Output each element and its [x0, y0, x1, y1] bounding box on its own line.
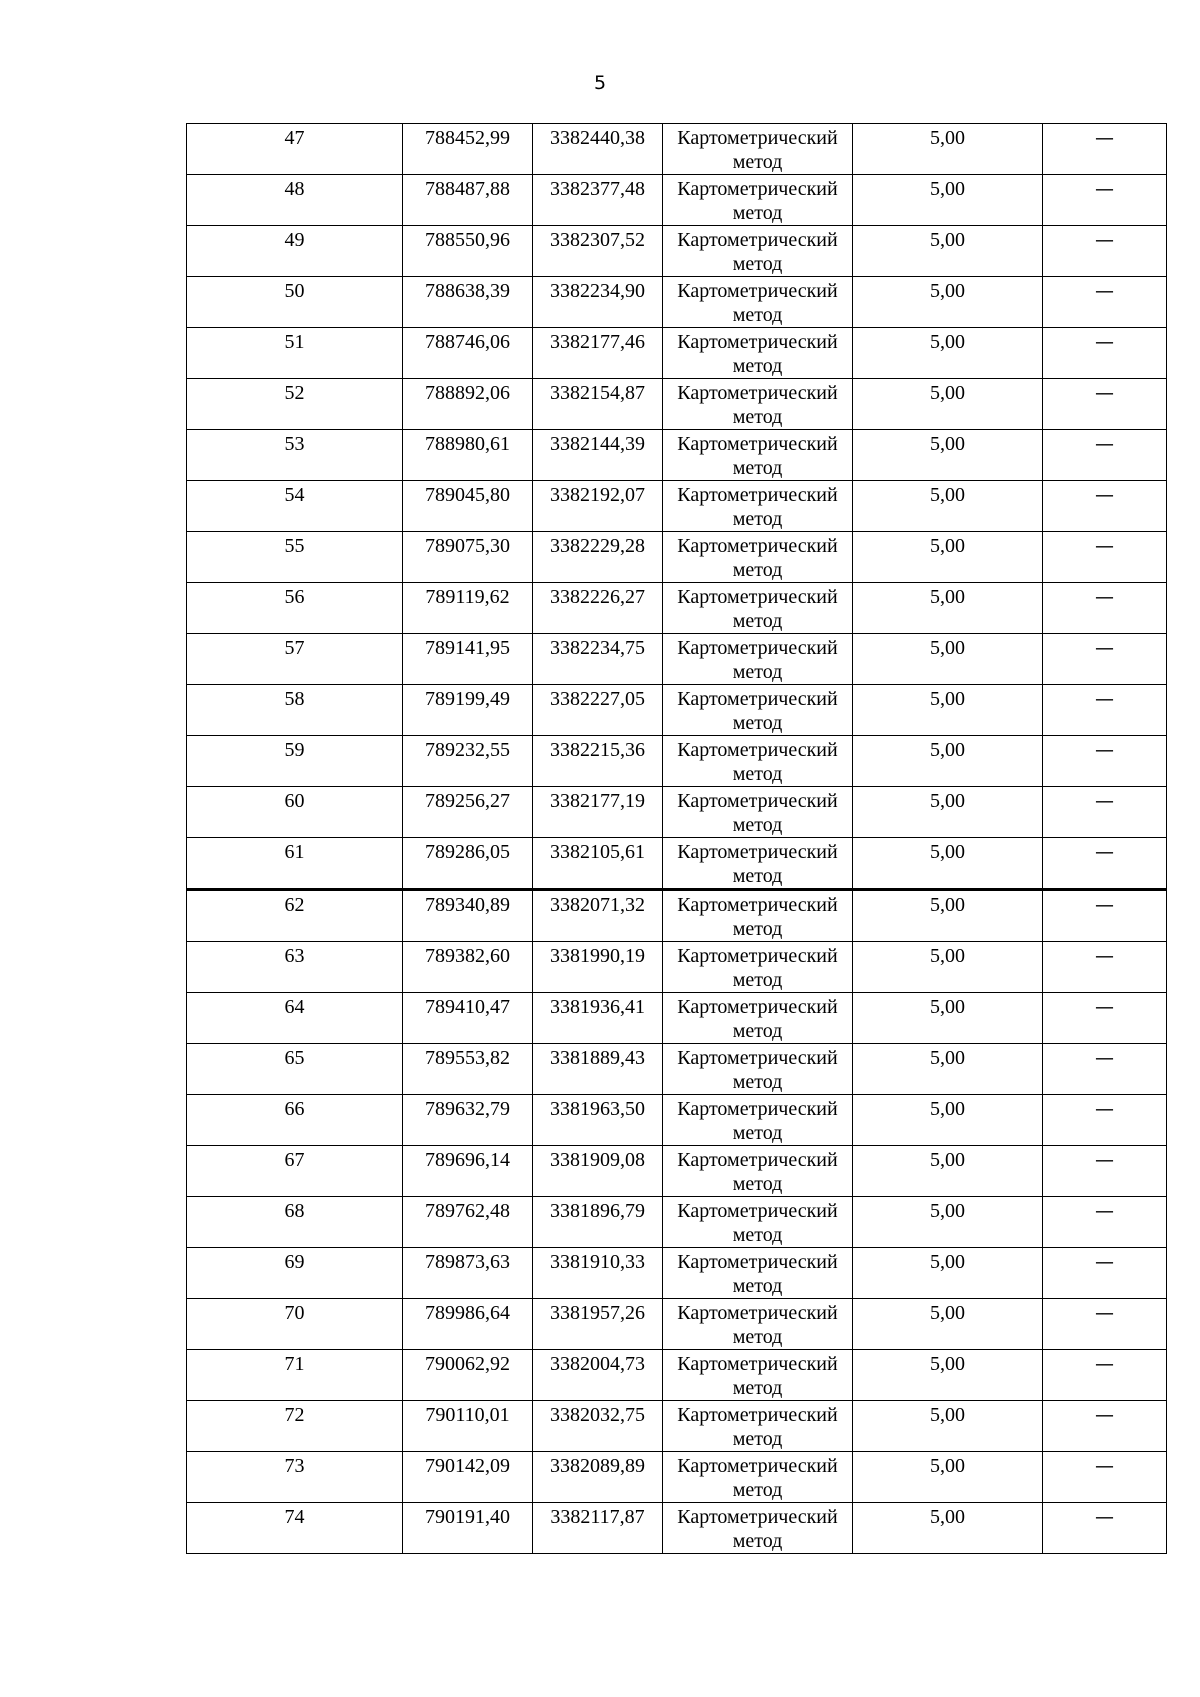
method-cell: [663, 942, 853, 993]
x-coordinate-cell: 789873,63: [403, 1248, 533, 1299]
dash-cell: —: [1043, 787, 1167, 838]
x-coordinate-cell: 789410,47: [403, 993, 533, 1044]
accuracy-cell: 5,00: [853, 1503, 1043, 1554]
x-coordinate-cell: 790110,01: [403, 1401, 533, 1452]
x-coordinate-cell: 789141,95: [403, 634, 533, 685]
point-number-cell: 60: [187, 787, 403, 838]
method-cell: [663, 1452, 853, 1503]
accuracy-cell: 5,00: [853, 226, 1043, 277]
point-number-cell: 53: [187, 430, 403, 481]
dash-cell: —: [1043, 1146, 1167, 1197]
point-number-cell: 55: [187, 532, 403, 583]
dash-cell: —: [1043, 634, 1167, 685]
method-line-1: Картометрический: [677, 382, 838, 404]
y-coordinate-cell: 3382192,07: [533, 481, 663, 532]
method-cell: [663, 1197, 853, 1248]
x-coordinate-cell: 789553,82: [403, 1044, 533, 1095]
y-coordinate-cell: 3382177,19: [533, 787, 663, 838]
accuracy-cell: 5,00: [853, 430, 1043, 481]
accuracy-cell: 5,00: [853, 1044, 1043, 1095]
method-cell: [663, 1146, 853, 1197]
accuracy-cell: 5,00: [853, 1197, 1043, 1248]
dash-cell: —: [1043, 685, 1167, 736]
x-coordinate-cell: 788980,61: [403, 430, 533, 481]
point-number-cell: 71: [187, 1350, 403, 1401]
point-number-cell: 74: [187, 1503, 403, 1554]
point-number-cell: 52: [187, 379, 403, 430]
table-row: [187, 379, 1167, 430]
accuracy-cell: 5,00: [853, 993, 1043, 1044]
method-line-1: Картометрический: [677, 178, 838, 200]
method-cell: [663, 1044, 853, 1095]
method-cell: [663, 1299, 853, 1350]
x-coordinate-cell: 790062,92: [403, 1350, 533, 1401]
method-line-2: метод: [732, 918, 783, 940]
method-line-2: метод: [732, 969, 783, 991]
point-number-cell: 57: [187, 634, 403, 685]
accuracy-cell: 5,00: [853, 1299, 1043, 1350]
method-line-1: Картометрический: [677, 1302, 838, 1324]
method-line-1: Картометрический: [677, 535, 838, 557]
accuracy-cell: 5,00: [853, 1452, 1043, 1503]
x-coordinate-cell: 789075,30: [403, 532, 533, 583]
method-line-2: метод: [732, 1428, 783, 1450]
method-cell: [663, 736, 853, 787]
table-row: [187, 838, 1167, 890]
x-coordinate-cell: 788638,39: [403, 277, 533, 328]
table-row: [187, 1299, 1167, 1350]
method-line-2: метод: [732, 814, 783, 836]
method-cell: [663, 1248, 853, 1299]
method-line-1: Картометрический: [677, 1149, 838, 1171]
method-line-2: метод: [732, 865, 783, 887]
point-number-cell: 49: [187, 226, 403, 277]
method-cell: [663, 328, 853, 379]
table-row: [187, 277, 1167, 328]
accuracy-cell: 5,00: [853, 379, 1043, 430]
y-coordinate-cell: 3382105,61: [533, 838, 663, 890]
accuracy-cell: 5,00: [853, 583, 1043, 634]
method-line-2: метод: [732, 661, 783, 683]
dash-cell: —: [1043, 430, 1167, 481]
y-coordinate-cell: 3381957,26: [533, 1299, 663, 1350]
x-coordinate-cell: 790142,09: [403, 1452, 533, 1503]
method-line-2: метод: [732, 1173, 783, 1195]
method-line-1: Картометрический: [677, 586, 838, 608]
accuracy-cell: 5,00: [853, 532, 1043, 583]
point-number-cell: 62: [187, 890, 403, 942]
method-cell: [663, 175, 853, 226]
method-cell: [663, 1401, 853, 1452]
x-coordinate-cell: 789286,05: [403, 838, 533, 890]
method-cell: [663, 993, 853, 1044]
method-line-2: метод: [732, 406, 783, 428]
x-coordinate-cell: 788487,88: [403, 175, 533, 226]
method-line-1: Картометрический: [677, 1251, 838, 1273]
x-coordinate-cell: 789199,49: [403, 685, 533, 736]
y-coordinate-cell: 3382234,75: [533, 634, 663, 685]
accuracy-cell: 5,00: [853, 1401, 1043, 1452]
x-coordinate-cell: 789119,62: [403, 583, 533, 634]
point-number-cell: 72: [187, 1401, 403, 1452]
y-coordinate-cell: 3382215,36: [533, 736, 663, 787]
method-line-2: метод: [732, 1224, 783, 1246]
point-number-cell: 66: [187, 1095, 403, 1146]
y-coordinate-cell: 3382117,87: [533, 1503, 663, 1554]
method-line-1: Картометрический: [677, 127, 838, 149]
dash-cell: —: [1043, 736, 1167, 787]
y-coordinate-cell: 3382307,52: [533, 226, 663, 277]
accuracy-cell: 5,00: [853, 890, 1043, 942]
dash-cell: —: [1043, 328, 1167, 379]
dash-cell: —: [1043, 379, 1167, 430]
dash-cell: —: [1043, 1503, 1167, 1554]
method-line-1: Картометрический: [677, 229, 838, 251]
table-row: [187, 1095, 1167, 1146]
dash-cell: —: [1043, 481, 1167, 532]
method-line-2: метод: [732, 355, 783, 377]
x-coordinate-cell: 789340,89: [403, 890, 533, 942]
table-row: [187, 993, 1167, 1044]
method-line-1: Картометрический: [677, 1506, 838, 1528]
method-cell: [663, 481, 853, 532]
point-number-cell: 61: [187, 838, 403, 890]
method-line-1: Картометрический: [677, 280, 838, 302]
accuracy-cell: 5,00: [853, 942, 1043, 993]
y-coordinate-cell: 3382227,05: [533, 685, 663, 736]
dash-cell: —: [1043, 890, 1167, 942]
method-line-1: Картометрический: [677, 433, 838, 455]
point-number-cell: 63: [187, 942, 403, 993]
table-row: [187, 1197, 1167, 1248]
dash-cell: —: [1043, 583, 1167, 634]
method-cell: [663, 124, 853, 175]
table-row: [187, 583, 1167, 634]
table-row: [187, 1503, 1167, 1554]
x-coordinate-cell: 789986,64: [403, 1299, 533, 1350]
method-line-2: метод: [732, 1530, 783, 1552]
method-line-1: Картометрический: [677, 1455, 838, 1477]
method-line-1: Картометрический: [677, 1200, 838, 1222]
point-number-cell: 54: [187, 481, 403, 532]
dash-cell: —: [1043, 838, 1167, 890]
dash-cell: —: [1043, 175, 1167, 226]
dash-cell: —: [1043, 1452, 1167, 1503]
method-cell: [663, 379, 853, 430]
table-row: [187, 634, 1167, 685]
x-coordinate-cell: 789232,55: [403, 736, 533, 787]
coordinates-table: [186, 123, 1167, 1554]
y-coordinate-cell: 3382154,87: [533, 379, 663, 430]
method-line-1: Картометрический: [677, 945, 838, 967]
y-coordinate-cell: 3381896,79: [533, 1197, 663, 1248]
dash-cell: —: [1043, 1299, 1167, 1350]
table-row: [187, 1350, 1167, 1401]
dash-cell: —: [1043, 277, 1167, 328]
dash-cell: —: [1043, 1095, 1167, 1146]
dash-cell: —: [1043, 226, 1167, 277]
y-coordinate-cell: 3381889,43: [533, 1044, 663, 1095]
table-row: [187, 1401, 1167, 1452]
x-coordinate-cell: 790191,40: [403, 1503, 533, 1554]
x-coordinate-cell: 789632,79: [403, 1095, 533, 1146]
point-number-cell: 56: [187, 583, 403, 634]
y-coordinate-cell: 3381963,50: [533, 1095, 663, 1146]
table-row: [187, 942, 1167, 993]
table-row: [187, 124, 1167, 175]
x-coordinate-cell: 788452,99: [403, 124, 533, 175]
coordinates-table-body: [187, 124, 1167, 1554]
y-coordinate-cell: 3381936,41: [533, 993, 663, 1044]
method-line-2: метод: [732, 508, 783, 530]
y-coordinate-cell: 3382071,32: [533, 890, 663, 942]
accuracy-cell: 5,00: [853, 1248, 1043, 1299]
point-number-cell: 64: [187, 993, 403, 1044]
method-cell: [663, 1503, 853, 1554]
y-coordinate-cell: 3381910,33: [533, 1248, 663, 1299]
point-number-cell: 48: [187, 175, 403, 226]
dash-cell: —: [1043, 1044, 1167, 1095]
page-number: 5: [593, 72, 607, 94]
method-cell: [663, 583, 853, 634]
point-number-cell: 47: [187, 124, 403, 175]
x-coordinate-cell: 788550,96: [403, 226, 533, 277]
accuracy-cell: 5,00: [853, 1095, 1043, 1146]
method-line-2: метод: [732, 610, 783, 632]
method-line-2: метод: [732, 1071, 783, 1093]
table-row: [187, 1452, 1167, 1503]
method-line-1: Картометрический: [677, 637, 838, 659]
table-row: [187, 890, 1167, 942]
method-line-2: метод: [732, 1479, 783, 1501]
y-coordinate-cell: 3382177,46: [533, 328, 663, 379]
x-coordinate-cell: 789762,48: [403, 1197, 533, 1248]
method-line-1: Картометрический: [677, 739, 838, 761]
method-line-2: метод: [732, 712, 783, 734]
x-coordinate-cell: 789045,80: [403, 481, 533, 532]
method-cell: [663, 226, 853, 277]
point-number-cell: 59: [187, 736, 403, 787]
accuracy-cell: 5,00: [853, 328, 1043, 379]
x-coordinate-cell: 789256,27: [403, 787, 533, 838]
dash-cell: —: [1043, 1350, 1167, 1401]
y-coordinate-cell: 3382226,27: [533, 583, 663, 634]
table-row: [187, 736, 1167, 787]
method-cell: [663, 838, 853, 890]
method-line-2: метод: [732, 151, 783, 173]
point-number-cell: 70: [187, 1299, 403, 1350]
accuracy-cell: 5,00: [853, 124, 1043, 175]
x-coordinate-cell: 788746,06: [403, 328, 533, 379]
accuracy-cell: 5,00: [853, 787, 1043, 838]
point-number-cell: 51: [187, 328, 403, 379]
y-coordinate-cell: 3382144,39: [533, 430, 663, 481]
accuracy-cell: 5,00: [853, 634, 1043, 685]
point-number-cell: 67: [187, 1146, 403, 1197]
method-line-2: метод: [732, 253, 783, 275]
y-coordinate-cell: 3382377,48: [533, 175, 663, 226]
y-coordinate-cell: 3382234,90: [533, 277, 663, 328]
method-cell: [663, 890, 853, 942]
table-row: [187, 430, 1167, 481]
y-coordinate-cell: 3382229,28: [533, 532, 663, 583]
method-line-2: метод: [732, 1326, 783, 1348]
method-line-2: метод: [732, 559, 783, 581]
x-coordinate-cell: 789382,60: [403, 942, 533, 993]
method-cell: [663, 277, 853, 328]
dash-cell: —: [1043, 993, 1167, 1044]
method-line-1: Картометрический: [677, 996, 838, 1018]
method-line-2: метод: [732, 1275, 783, 1297]
dash-cell: —: [1043, 1401, 1167, 1452]
method-line-2: метод: [732, 1377, 783, 1399]
method-cell: [663, 430, 853, 481]
accuracy-cell: 5,00: [853, 481, 1043, 532]
x-coordinate-cell: 789696,14: [403, 1146, 533, 1197]
table-row: [187, 787, 1167, 838]
table-row: [187, 1044, 1167, 1095]
y-coordinate-cell: 3381990,19: [533, 942, 663, 993]
method-line-1: Картометрический: [677, 1353, 838, 1375]
method-cell: [663, 685, 853, 736]
method-line-2: метод: [732, 763, 783, 785]
y-coordinate-cell: 3382004,73: [533, 1350, 663, 1401]
y-coordinate-cell: 3382089,89: [533, 1452, 663, 1503]
table-row: [187, 175, 1167, 226]
accuracy-cell: 5,00: [853, 277, 1043, 328]
table-row: [187, 481, 1167, 532]
method-cell: [663, 787, 853, 838]
method-line-2: метод: [732, 1020, 783, 1042]
method-line-1: Картометрический: [677, 331, 838, 353]
method-cell: [663, 1095, 853, 1146]
dash-cell: —: [1043, 1197, 1167, 1248]
table-row: [187, 328, 1167, 379]
table-row: [187, 1146, 1167, 1197]
method-cell: [663, 1350, 853, 1401]
table-row: [187, 1248, 1167, 1299]
point-number-cell: 58: [187, 685, 403, 736]
dash-cell: —: [1043, 1248, 1167, 1299]
method-line-2: метод: [732, 457, 783, 479]
point-number-cell: 65: [187, 1044, 403, 1095]
point-number-cell: 69: [187, 1248, 403, 1299]
method-line-2: метод: [732, 1122, 783, 1144]
method-cell: [663, 532, 853, 583]
y-coordinate-cell: 3382032,75: [533, 1401, 663, 1452]
y-coordinate-cell: 3381909,08: [533, 1146, 663, 1197]
point-number-cell: 68: [187, 1197, 403, 1248]
method-cell: [663, 634, 853, 685]
accuracy-cell: 5,00: [853, 175, 1043, 226]
method-line-1: Картометрический: [677, 790, 838, 812]
table-row: [187, 226, 1167, 277]
accuracy-cell: 5,00: [853, 685, 1043, 736]
method-line-2: метод: [732, 304, 783, 326]
x-coordinate-cell: 788892,06: [403, 379, 533, 430]
table-row: [187, 532, 1167, 583]
method-line-1: Картометрический: [677, 1098, 838, 1120]
accuracy-cell: 5,00: [853, 736, 1043, 787]
method-line-1: Картометрический: [677, 688, 838, 710]
method-line-2: метод: [732, 202, 783, 224]
point-number-cell: 73: [187, 1452, 403, 1503]
dash-cell: —: [1043, 532, 1167, 583]
method-line-1: Картометрический: [677, 484, 838, 506]
point-number-cell: 50: [187, 277, 403, 328]
method-line-1: Картометрический: [677, 1047, 838, 1069]
dash-cell: —: [1043, 942, 1167, 993]
accuracy-cell: 5,00: [853, 1146, 1043, 1197]
accuracy-cell: 5,00: [853, 838, 1043, 890]
method-line-1: Картометрический: [677, 1404, 838, 1426]
y-coordinate-cell: 3382440,38: [533, 124, 663, 175]
method-line-1: Картометрический: [677, 841, 838, 863]
accuracy-cell: 5,00: [853, 1350, 1043, 1401]
table-row: [187, 685, 1167, 736]
method-line-1: Картометрический: [677, 894, 838, 916]
dash-cell: —: [1043, 124, 1167, 175]
